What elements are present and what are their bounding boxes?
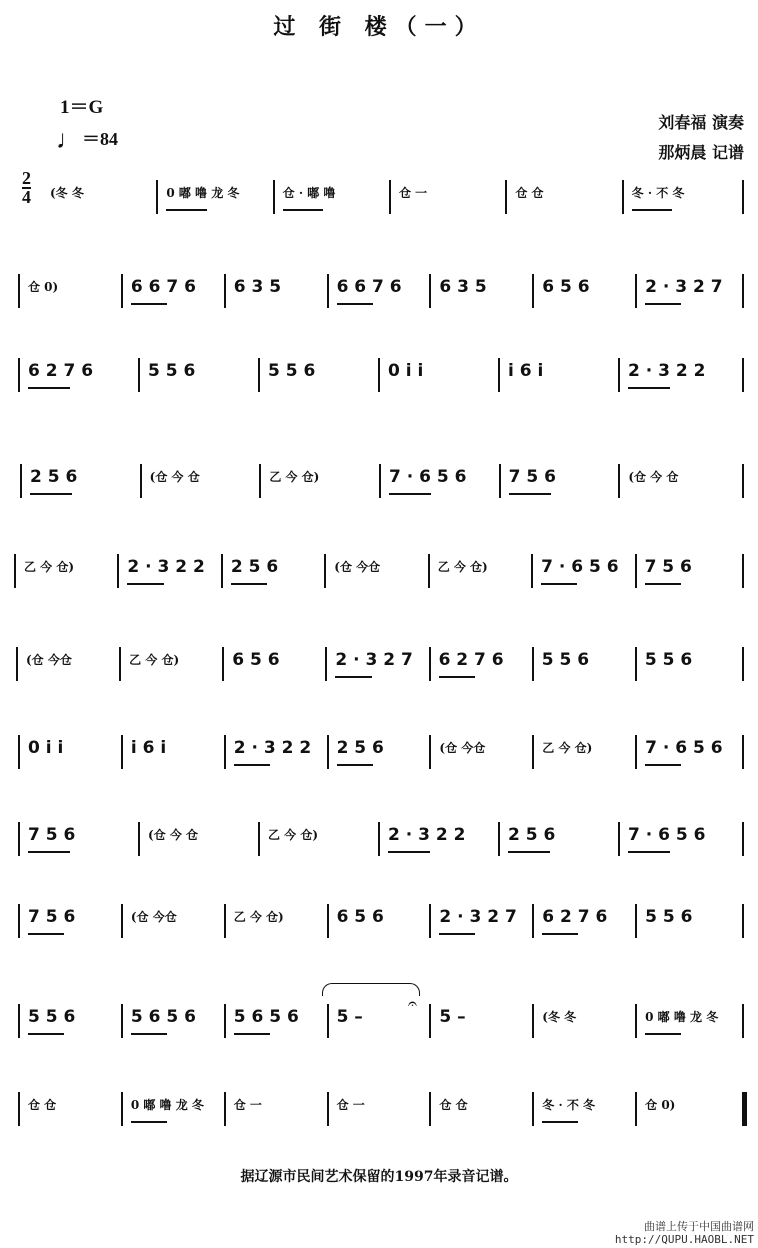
credits bbox=[658, 108, 744, 168]
barline bbox=[327, 735, 329, 769]
underline-beam bbox=[388, 851, 430, 853]
measure: 6 6 7 6 bbox=[130, 277, 196, 297]
score-line bbox=[0, 1090, 758, 1134]
barline bbox=[325, 647, 327, 681]
underline-beam bbox=[28, 933, 64, 935]
barline bbox=[259, 464, 261, 498]
measure: 6 5 6 bbox=[232, 650, 280, 670]
score-line bbox=[0, 356, 758, 400]
watermark-line-2: http://QUPU.HAOBL.NET bbox=[614, 1233, 754, 1246]
measure: 2 5 6 bbox=[30, 467, 78, 487]
measure: 5 5 6 bbox=[541, 650, 590, 670]
measure: 6 3 5 bbox=[439, 277, 487, 297]
underline-beam bbox=[337, 764, 373, 766]
barline bbox=[117, 554, 119, 588]
underline-beam bbox=[131, 303, 167, 305]
barline bbox=[622, 180, 624, 214]
page-title: 过 街 楼（一） bbox=[273, 14, 485, 40]
barline bbox=[224, 1004, 226, 1038]
underline-beam bbox=[335, 676, 371, 678]
score-line bbox=[0, 733, 758, 777]
barline bbox=[635, 904, 637, 938]
measure: 6 6 7 6 bbox=[336, 277, 402, 297]
barline bbox=[378, 358, 380, 392]
measure: i 6 i bbox=[130, 738, 167, 758]
measure: 0 嘟 噜 龙 冬 bbox=[130, 1098, 204, 1112]
measure: 2 · 3 2 2 bbox=[628, 361, 706, 381]
barline bbox=[742, 904, 744, 938]
measure: 5 6 5 6 bbox=[233, 1007, 299, 1027]
measure: 仓 0) bbox=[28, 280, 59, 294]
underline-beam bbox=[127, 583, 163, 585]
underline-beam bbox=[508, 851, 550, 853]
underline-beam bbox=[509, 493, 551, 495]
measure: 2 · 3 2 7 bbox=[335, 650, 413, 670]
barline bbox=[121, 1092, 123, 1126]
measure: (仓 今仓 bbox=[26, 653, 72, 667]
barline bbox=[327, 274, 329, 308]
measure: 7 · 6 5 6 bbox=[541, 557, 619, 577]
barline bbox=[532, 1092, 534, 1126]
barline bbox=[327, 1004, 329, 1038]
underline-beam bbox=[28, 387, 70, 389]
barline bbox=[742, 358, 744, 392]
barline bbox=[324, 554, 326, 588]
barline bbox=[18, 735, 20, 769]
barline bbox=[742, 735, 744, 769]
measure: (仓 今仓 bbox=[439, 741, 486, 755]
barline bbox=[742, 1004, 744, 1038]
underline-beam bbox=[541, 583, 577, 585]
tempo-value: ＝84 bbox=[82, 129, 118, 149]
score-line bbox=[0, 552, 758, 596]
measure: 乙 今 仓) bbox=[269, 470, 320, 484]
measure: 0 i i bbox=[388, 361, 424, 381]
source-note: 据辽源市民间艺术保留的1997年录音记谱。 bbox=[240, 1169, 518, 1185]
underline-beam bbox=[30, 493, 72, 495]
barline bbox=[273, 180, 275, 214]
underline-beam bbox=[628, 387, 670, 389]
measure: 0 嘟 噜 龙 冬 bbox=[645, 1010, 719, 1024]
barline bbox=[119, 647, 121, 681]
score-line bbox=[0, 645, 758, 689]
barline bbox=[635, 735, 637, 769]
barline bbox=[635, 1092, 637, 1126]
score-line bbox=[0, 1002, 758, 1046]
fermata-icon: 𝄐 bbox=[408, 994, 417, 1013]
measure: 5 5 6 bbox=[148, 361, 196, 381]
barline bbox=[498, 822, 500, 856]
barline bbox=[222, 647, 224, 681]
underline-beam bbox=[28, 851, 70, 853]
barline bbox=[16, 647, 18, 681]
barline bbox=[20, 464, 22, 498]
measure: 7 5 6 bbox=[28, 907, 76, 927]
measure: 6 2 7 6 bbox=[438, 650, 504, 670]
measure: 7 · 6 5 6 bbox=[389, 467, 467, 487]
barline bbox=[498, 358, 500, 392]
underline-beam bbox=[166, 209, 207, 211]
barline bbox=[532, 735, 534, 769]
measure: 乙 今 仓) bbox=[129, 653, 180, 667]
barline bbox=[635, 274, 637, 308]
measure: 乙 今 仓) bbox=[268, 828, 319, 842]
underline-beam bbox=[632, 209, 673, 211]
barline bbox=[428, 554, 430, 588]
score-line bbox=[0, 462, 758, 506]
measure: 冬 · 不 冬 bbox=[542, 1098, 595, 1112]
quarter-note-icon: ♩ bbox=[56, 125, 82, 154]
measure: i 6 i bbox=[508, 361, 544, 381]
transcriber-credit: 那炳晨 记谱 bbox=[658, 143, 744, 162]
barline bbox=[429, 735, 431, 769]
measure: 乙 今 仓) bbox=[542, 741, 593, 755]
barline bbox=[121, 274, 123, 308]
measure: 5 5 6 bbox=[268, 361, 316, 381]
measure: 2 5 6 bbox=[230, 557, 279, 577]
barline bbox=[379, 464, 381, 498]
measure: 0 嘟 噜 龙 冬 bbox=[166, 186, 240, 200]
measure: 7 5 6 bbox=[28, 825, 76, 845]
measure: (冬 冬 bbox=[542, 1010, 577, 1024]
barline bbox=[742, 647, 744, 681]
measure: 5 5 6 bbox=[644, 650, 693, 670]
measure: 6 5 6 bbox=[336, 907, 384, 927]
tempo-marking bbox=[56, 125, 118, 154]
measure: 6 3 5 bbox=[233, 277, 282, 297]
barline bbox=[618, 358, 620, 392]
measure: 2 · 3 2 2 bbox=[233, 738, 312, 758]
barline bbox=[429, 274, 431, 308]
underline-beam bbox=[542, 1121, 578, 1123]
barline bbox=[635, 1004, 637, 1038]
barline bbox=[532, 904, 534, 938]
measure: (仓 今 仓 bbox=[148, 828, 199, 842]
score-line bbox=[0, 902, 758, 946]
measure: 6 2 7 6 bbox=[542, 907, 608, 927]
barline bbox=[18, 822, 20, 856]
barline bbox=[138, 822, 140, 856]
measure: 2 · 3 2 2 bbox=[388, 825, 466, 845]
watermark-line-1: 曲谱上传于中国曲谱网 bbox=[644, 1220, 754, 1233]
measure: 仓 · 嘟 噜 bbox=[282, 186, 336, 200]
barline bbox=[258, 822, 260, 856]
barline bbox=[429, 1092, 431, 1126]
barline bbox=[635, 554, 637, 588]
measure: 7 5 6 bbox=[508, 467, 556, 487]
barline bbox=[140, 464, 142, 498]
barline bbox=[224, 735, 226, 769]
measure: (仓 今 仓 bbox=[149, 470, 200, 484]
barline bbox=[429, 904, 431, 938]
barline bbox=[429, 647, 431, 681]
barline bbox=[429, 1004, 431, 1038]
barline bbox=[532, 647, 534, 681]
measure: 乙 今 仓) bbox=[437, 560, 488, 574]
underline-beam bbox=[131, 1033, 167, 1035]
barline bbox=[18, 1004, 20, 1038]
measure: 5 6 5 6 bbox=[130, 1007, 196, 1027]
measure: 2 5 6 bbox=[336, 738, 384, 758]
underline-beam bbox=[28, 1033, 64, 1035]
measure: 仓 一 bbox=[336, 1098, 365, 1112]
barline bbox=[18, 358, 20, 392]
barline bbox=[532, 274, 534, 308]
barline bbox=[742, 822, 744, 856]
barline bbox=[138, 358, 140, 392]
barline bbox=[378, 822, 380, 856]
barline bbox=[121, 1004, 123, 1038]
measure: 5 5 6 bbox=[645, 907, 693, 927]
measure: 乙 今 仓) bbox=[24, 560, 75, 574]
barline bbox=[742, 464, 744, 498]
underline-beam bbox=[628, 851, 670, 853]
underline-beam bbox=[645, 303, 681, 305]
barline bbox=[14, 554, 16, 588]
barline bbox=[742, 554, 744, 588]
barline bbox=[327, 904, 329, 938]
underline-beam bbox=[234, 764, 270, 766]
key-signature: 1＝G bbox=[60, 97, 104, 118]
underline-beam bbox=[283, 209, 324, 211]
measure: 仓 仓 bbox=[28, 1098, 57, 1112]
measure: 7 · 6 5 6 bbox=[628, 825, 706, 845]
measure: 冬 · 不 冬 bbox=[631, 186, 685, 200]
measure: 仓 仓 bbox=[515, 186, 544, 200]
measure: 5 – bbox=[336, 1007, 363, 1027]
barline bbox=[258, 358, 260, 392]
barline bbox=[18, 904, 20, 938]
underline-beam bbox=[439, 933, 475, 935]
barline bbox=[156, 180, 158, 214]
measure: 2 · 3 2 7 bbox=[645, 277, 723, 297]
underline-beam bbox=[389, 493, 431, 495]
measure: 7 · 6 5 6 bbox=[645, 738, 723, 758]
barline bbox=[18, 1092, 20, 1126]
underline-beam bbox=[439, 676, 475, 678]
barline bbox=[618, 464, 620, 498]
final-barline bbox=[742, 1092, 747, 1126]
measure: (冬 冬 bbox=[50, 186, 84, 200]
measure: 2 · 3 2 2 bbox=[127, 557, 205, 577]
measure: (仓 今仓 bbox=[334, 560, 381, 574]
barline bbox=[742, 274, 744, 308]
barline bbox=[635, 647, 637, 681]
time-signature-bottom: 4 bbox=[22, 187, 31, 207]
underline-beam bbox=[337, 303, 373, 305]
watermark bbox=[615, 1220, 754, 1246]
underline-beam bbox=[542, 933, 578, 935]
measure: (仓 今仓 bbox=[130, 910, 177, 924]
underline-beam bbox=[645, 764, 681, 766]
barline bbox=[505, 180, 507, 214]
score-line bbox=[0, 272, 758, 316]
measure: 仓 0) bbox=[645, 1098, 676, 1112]
barline bbox=[18, 274, 20, 308]
measure: 6 2 7 6 bbox=[28, 361, 94, 381]
barline bbox=[224, 274, 226, 308]
underline-beam bbox=[131, 1121, 167, 1123]
measure: 仓 仓 bbox=[439, 1098, 468, 1112]
barline bbox=[224, 904, 226, 938]
measure: (仓 今 仓 bbox=[628, 470, 679, 484]
measure: 仓 一 bbox=[233, 1098, 262, 1112]
measure: 0 i i bbox=[28, 738, 64, 758]
measure: 仓 一 bbox=[399, 186, 428, 200]
barline bbox=[121, 735, 123, 769]
barline bbox=[224, 1092, 226, 1126]
measure: 2 5 6 bbox=[508, 825, 556, 845]
barline bbox=[531, 554, 533, 588]
barline bbox=[121, 904, 123, 938]
measure: 2 · 3 2 7 bbox=[439, 907, 517, 927]
barline bbox=[499, 464, 501, 498]
measure: 7 5 6 bbox=[644, 557, 692, 577]
score-line bbox=[0, 178, 758, 222]
tie-arc bbox=[322, 983, 420, 996]
underline-beam bbox=[231, 583, 267, 585]
barline bbox=[327, 1092, 329, 1126]
measure: 乙 今 仓) bbox=[233, 910, 284, 924]
score-line bbox=[0, 820, 758, 864]
measure: 6 5 6 bbox=[542, 277, 590, 297]
underline-beam bbox=[645, 1033, 681, 1035]
time-signature-top: 2 bbox=[22, 168, 31, 188]
underline-beam bbox=[645, 583, 681, 585]
barline bbox=[618, 822, 620, 856]
barline bbox=[221, 554, 223, 588]
performer-credit: 刘春福 演奏 bbox=[658, 113, 744, 132]
barline bbox=[532, 1004, 534, 1038]
barline bbox=[389, 180, 391, 214]
barline bbox=[742, 180, 744, 214]
measure: 5 5 6 bbox=[28, 1007, 76, 1027]
measure: 5 – bbox=[439, 1007, 466, 1027]
underline-beam bbox=[234, 1033, 270, 1035]
